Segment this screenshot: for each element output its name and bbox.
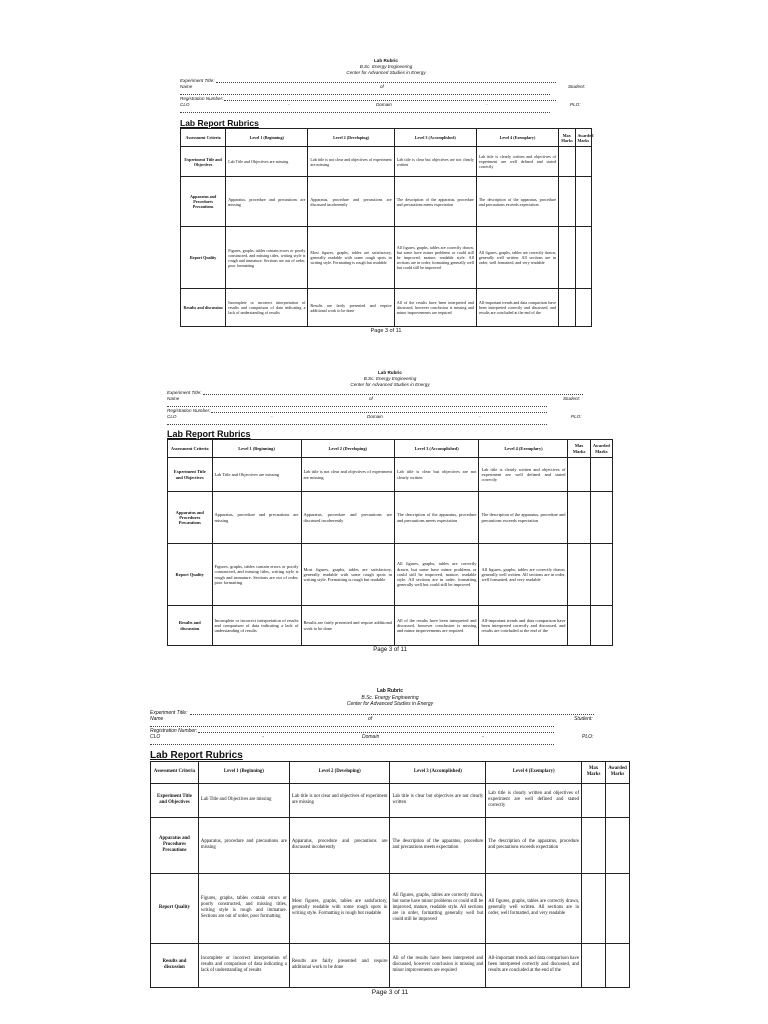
- header-center: Center for Advanced Studies in Energy: [350, 382, 430, 387]
- criterion-cell: Apparatus and Procedures Precautions: [168, 492, 213, 544]
- max-marks-cell[interactable]: [568, 606, 590, 646]
- max-marks-cell[interactable]: [559, 147, 575, 177]
- separator: -: [288, 102, 290, 107]
- column-header: Level 1 (Beginning): [198, 761, 289, 783]
- registration-line[interactable]: [198, 728, 554, 733]
- level1-cell: Incomplete or incorrect interpretation of results and comparison of data indicating a lack of understanding of results: [212, 606, 301, 646]
- criterion-cell: Experiment Title and Objectives: [181, 147, 226, 177]
- separator: -: [479, 414, 481, 419]
- column-header: Level 4 (Exemplary): [486, 761, 582, 783]
- level2-cell: Apparatus, procedure and precautions are discussed incoherently: [301, 492, 394, 544]
- level3-cell: All figures, graphs, tables are correctly drawn, but some have minor problems or could still be improved, mature, readable style. All sections are in order, formatting generally well but could still be improved: [394, 544, 479, 606]
- table-row: [181, 177, 592, 227]
- rubric-table: [180, 128, 592, 327]
- awarded-marks-cell[interactable]: [590, 606, 612, 646]
- student-label: Student:: [563, 396, 581, 401]
- table-row: [151, 873, 630, 943]
- awarded-marks-cell[interactable]: [590, 544, 612, 606]
- max-marks-cell[interactable]: [582, 817, 606, 873]
- level1-cell: Figures, graphs, tables contain errors or poorly constructed, and missing titles, writing style is rough and immature. Sections are out of order, poor formatting: [212, 544, 301, 606]
- level2-cell: Most figures, graphs, tables are satisfactory, generally readable with some rough spots in writing style. Formatting is rough but readable: [289, 873, 390, 943]
- level4-cell: The description of the apparatus, procedure and precautions exceeds expectation: [476, 177, 558, 227]
- student-fields: [180, 78, 592, 114]
- level1-cell: Lab Title and Objectives are missing: [226, 147, 308, 177]
- rubric-title: Lab Report Rubrics: [180, 118, 259, 128]
- awarded-marks-cell[interactable]: [575, 227, 592, 289]
- column-header: Level 4 (Exemplary): [476, 129, 558, 147]
- level3-cell: Lab title is clear but objectives are not clearly written: [394, 147, 476, 177]
- table-header-row: [168, 440, 613, 458]
- table-header-row: [181, 129, 592, 147]
- level1-cell: Incomplete or incorrect interpretation of results and comparison of data indicating a lack of understanding of results: [198, 943, 289, 987]
- column-header: Awarded Marks: [606, 761, 630, 783]
- domain-label: Domain: [362, 733, 380, 740]
- table-row: [168, 492, 613, 544]
- clo-line[interactable]: [180, 108, 550, 113]
- separator: -: [262, 733, 264, 740]
- max-marks-cell[interactable]: [559, 289, 575, 327]
- rubric-table: [167, 439, 613, 646]
- column-header: Level 1 (Beginning): [226, 129, 308, 147]
- experiment-title-label: Experiment Title:: [150, 709, 188, 716]
- level3-cell: The description of the apparatus, procedure and precautions meets expectation: [394, 492, 479, 544]
- awarded-marks-cell[interactable]: [606, 873, 630, 943]
- awarded-marks-cell[interactable]: [606, 943, 630, 987]
- student-label: Student:: [568, 84, 586, 89]
- column-header: Level 3 (Accomplished): [390, 761, 486, 783]
- table-row: [151, 817, 630, 873]
- level1-cell: Incomplete or incorrect interpretation of results and comparison of data indicating a lack of understanding of results: [226, 289, 308, 327]
- experiment-title-line[interactable]: [203, 390, 583, 395]
- max-marks-cell[interactable]: [582, 783, 606, 817]
- document-header: [167, 370, 613, 388]
- column-header: Level 3 (Accomplished): [394, 440, 479, 458]
- awarded-marks-cell[interactable]: [590, 492, 612, 544]
- name-label: Name: [150, 715, 164, 722]
- registration-line[interactable]: [211, 408, 547, 413]
- level2-cell: Lab title is not clear and objectives of experiment are missing: [301, 458, 394, 492]
- document-page-3: [150, 688, 630, 996]
- level2-cell: Lab title is not clear and objectives of experiment are missing: [308, 147, 394, 177]
- column-header: Awarded Marks: [575, 129, 592, 147]
- column-header: Max Marks: [559, 129, 575, 147]
- header-title: Lab Rubric: [374, 58, 398, 63]
- criterion-cell: Experiment Title and Objectives: [151, 783, 199, 817]
- clo-line[interactable]: [167, 420, 547, 425]
- experiment-title-line[interactable]: [190, 710, 594, 715]
- registration-label: Registration Number:: [167, 408, 211, 413]
- column-header: Assessment Criteria: [151, 761, 199, 783]
- column-header: Level 2 (Developing): [289, 761, 390, 783]
- column-header: Max Marks: [568, 440, 590, 458]
- max-marks-cell[interactable]: [559, 227, 575, 289]
- level3-cell: Lab title is clear but objectives are not clearly written: [390, 783, 486, 817]
- header-program: B.Sc. Energy Engineering: [359, 64, 413, 69]
- header-title: Lab Rubric: [376, 688, 404, 694]
- level3-cell: The description of the apparatus, procedure and precautions meets expectation: [390, 817, 486, 873]
- separator: -: [486, 102, 488, 107]
- level3-cell: All of the results have been interpreted and discussed, however conclusion is missing and minor improvements are required: [390, 943, 486, 987]
- max-marks-cell[interactable]: [568, 458, 590, 492]
- student-fields: [150, 710, 630, 746]
- of-label: of: [380, 84, 384, 89]
- student-label: Student:: [574, 715, 593, 722]
- level1-cell: Lab Title and Objectives are missing: [212, 458, 301, 492]
- level2-cell: Results are fairly presented and require additional work to be done: [289, 943, 390, 987]
- awarded-marks-cell[interactable]: [606, 817, 630, 873]
- criterion-cell: Apparatus and Procedures Precautions: [181, 177, 226, 227]
- awarded-marks-cell[interactable]: [590, 458, 612, 492]
- table-row: [151, 943, 630, 987]
- name-line[interactable]: [150, 722, 554, 727]
- plo-label: PLO:: [571, 414, 582, 419]
- domain-label: Domain: [376, 102, 392, 107]
- column-header: Level 3 (Accomplished): [394, 129, 476, 147]
- level4-cell: Lab title is clearly written and objectives of experiment are well defined and stated correctly: [476, 147, 558, 177]
- table-row: [181, 227, 592, 289]
- level1-cell: Apparatus, procedure and precautions are missing: [226, 177, 308, 227]
- level3-cell: All figures, graphs, tables are correctly drawn, but some have minor problems or could still be improved, mature, readable style. All sections are in order, formatting generally well but could still be improved: [390, 873, 486, 943]
- experiment-title-label: Experiment Title:: [180, 78, 215, 83]
- awarded-marks-cell[interactable]: [606, 783, 630, 817]
- of-label: of: [368, 715, 373, 722]
- clo-label: CLO: [180, 102, 190, 107]
- level4-cell: The description of the apparatus, procedure and precautions exceeds expectation: [486, 817, 582, 873]
- awarded-marks-cell[interactable]: [575, 177, 592, 227]
- max-marks-cell[interactable]: [568, 492, 590, 544]
- max-marks-cell[interactable]: [582, 873, 606, 943]
- clo-line[interactable]: [150, 740, 554, 745]
- level2-cell: Apparatus, procedure and precautions are discussed incoherently: [289, 817, 390, 873]
- name-line[interactable]: [180, 90, 550, 95]
- max-marks-cell[interactable]: [582, 943, 606, 987]
- level1-cell: Apparatus, procedure and precautions are missing: [198, 817, 289, 873]
- level2-cell: Apparatus, procedure and precautions are discussed incoherently: [308, 177, 394, 227]
- level4-cell: All-important trends and data comparison have been interpreted correctly and discussed, and results are concluded at the end of the: [476, 289, 558, 327]
- header-center: Center for Advanced Studies in Energy: [346, 70, 426, 75]
- level3-cell: All of the results have been interpreted and discussed, however conclusion is missing and minor improvements are required: [394, 289, 476, 327]
- level4-cell: All figures, graphs, tables are correctly drawn, generally well written. All sections are in order, well formatted, and very readable: [479, 544, 568, 606]
- level2-cell: Results are fairly presented and require additional work to be done: [301, 606, 394, 646]
- level4-cell: All-important trends and data comparison have been interpreted correctly and discussed, and results are concluded at the end of the: [479, 606, 568, 646]
- criterion-cell: Results and discussion: [181, 289, 226, 327]
- column-header: Assessment Criteria: [181, 129, 226, 147]
- criterion-cell: Experiment Title and Objectives: [168, 458, 213, 492]
- level2-cell: Results are fairly presented and require additional work to be done: [308, 289, 394, 327]
- registration-line[interactable]: [224, 96, 556, 101]
- name-label: Name: [167, 396, 180, 401]
- rubric-table: [150, 761, 630, 988]
- level4-cell: All-important trends and data comparison have been interpreted correctly and discussed, and results are concluded at the end of the: [486, 943, 582, 987]
- column-header: Level 4 (Exemplary): [479, 440, 568, 458]
- column-header: Level 2 (Developing): [301, 440, 394, 458]
- level1-cell: Figures, graphs, tables contain errors or poorly constructed, and missing titles, writing style is rough and immature. Sections are out of order, poor formatting: [226, 227, 308, 289]
- awarded-marks-cell[interactable]: [575, 147, 592, 177]
- plo-label: PLO:: [582, 733, 594, 740]
- header-title: Lab Rubric: [378, 370, 402, 375]
- header-program: B.Sc. Energy Engineering: [363, 376, 417, 381]
- level1-cell: Figures, graphs, tables contain errors or poorly constructed, and missing titles, writing style is rough and immature. Sections are out of order, poor formatting: [198, 873, 289, 943]
- page-footer: Page 3 of 11: [371, 988, 409, 996]
- header-center: Center for Advanced Studies in Energy: [346, 701, 434, 707]
- table-row: [168, 458, 613, 492]
- name-line[interactable]: [167, 402, 547, 407]
- level2-cell: Most figures, graphs, tables are satisfactory, generally readable with some rough spots in writing style. Formatting is rough but readable: [308, 227, 394, 289]
- experiment-title-line[interactable]: [216, 78, 556, 83]
- document-page-2: [167, 370, 613, 653]
- level1-cell: Apparatus, procedure and precautions are missing: [212, 492, 301, 544]
- level4-cell: All figures, graphs, tables are correctly drawn, generally well written. All sections are in order, well formatted, and very readable: [486, 873, 582, 943]
- separator: -: [482, 733, 484, 740]
- header-program: B.Sc. Energy Engineering: [361, 694, 419, 701]
- student-fields: [167, 390, 613, 426]
- registration-label: Registration Number:: [180, 96, 224, 101]
- level4-cell: All figures, graphs, tables are correctly drawn, generally well written. All sections are in order, well formatted, and very readable: [476, 227, 558, 289]
- plo-label: PLO:: [570, 102, 581, 107]
- of-label: of: [369, 396, 373, 401]
- column-header: Max Marks: [582, 761, 606, 783]
- table-header-row: [151, 761, 630, 783]
- criterion-cell: Results and discussion: [151, 943, 199, 987]
- separator: -: [271, 414, 273, 419]
- document-page-1: [180, 58, 592, 334]
- document-header: [150, 688, 630, 708]
- level3-cell: All figures, graphs, tables are correctly drawn, but some have minor problems or could still be improved, mature, readable style. All sections are in order, formatting generally well but could still be improved: [394, 227, 476, 289]
- clo-label: CLO: [150, 733, 161, 740]
- table-row: [181, 289, 592, 327]
- column-header: Awarded Marks: [590, 440, 612, 458]
- level4-cell: The description of the apparatus, procedure and precautions exceeds expectation: [479, 492, 568, 544]
- table-row: [168, 544, 613, 606]
- page-footer: Page 3 of 11: [373, 647, 407, 653]
- criterion-cell: Report Quality: [181, 227, 226, 289]
- level4-cell: Lab title is clearly written and objectives of experiment are well defined and stated correctly: [486, 783, 582, 817]
- level2-cell: Most figures, graphs, tables are satisfactory, generally readable with some rough spots in writing style. Formatting is rough but readable: [301, 544, 394, 606]
- max-marks-cell[interactable]: [559, 177, 575, 227]
- column-header: Level 1 (Beginning): [212, 440, 301, 458]
- page-footer: Page 3 of 11: [370, 328, 402, 334]
- criterion-cell: Results and discussion: [168, 606, 213, 646]
- experiment-title-label: Experiment Title:: [167, 390, 202, 395]
- rubric-title: Lab Report Rubrics: [167, 429, 251, 439]
- column-header: Level 2 (Developing): [308, 129, 394, 147]
- criterion-cell: Report Quality: [151, 873, 199, 943]
- level3-cell: Lab title is clear but objectives are not clearly written: [394, 458, 479, 492]
- rubric-title: Lab Report Rubrics: [150, 749, 243, 761]
- criterion-cell: Report Quality: [168, 544, 213, 606]
- level1-cell: Lab Title and Objectives are missing: [198, 783, 289, 817]
- awarded-marks-cell[interactable]: [575, 289, 592, 327]
- clo-label: CLO: [167, 414, 177, 419]
- level3-cell: The description of the apparatus, procedure and precautions meets expectation: [394, 177, 476, 227]
- criterion-cell: Apparatus and Procedures Precautions: [151, 817, 199, 873]
- column-header: Assessment Criteria: [168, 440, 213, 458]
- level4-cell: Lab title is clearly written and objectives of experiment are well defined and stated correctly: [479, 458, 568, 492]
- table-row: [151, 783, 630, 817]
- name-label: Name: [180, 84, 193, 89]
- registration-label: Registration Number:: [150, 727, 198, 734]
- level2-cell: Lab title is not clear and objectives of experiment are missing: [289, 783, 390, 817]
- max-marks-cell[interactable]: [568, 544, 590, 606]
- level3-cell: All of the results have been interpreted and discussed, however conclusion is missing and minor improvements are required: [394, 606, 479, 646]
- domain-label: Domain: [367, 414, 383, 419]
- document-header: [180, 58, 592, 76]
- table-row: [181, 147, 592, 177]
- table-row: [168, 606, 613, 646]
